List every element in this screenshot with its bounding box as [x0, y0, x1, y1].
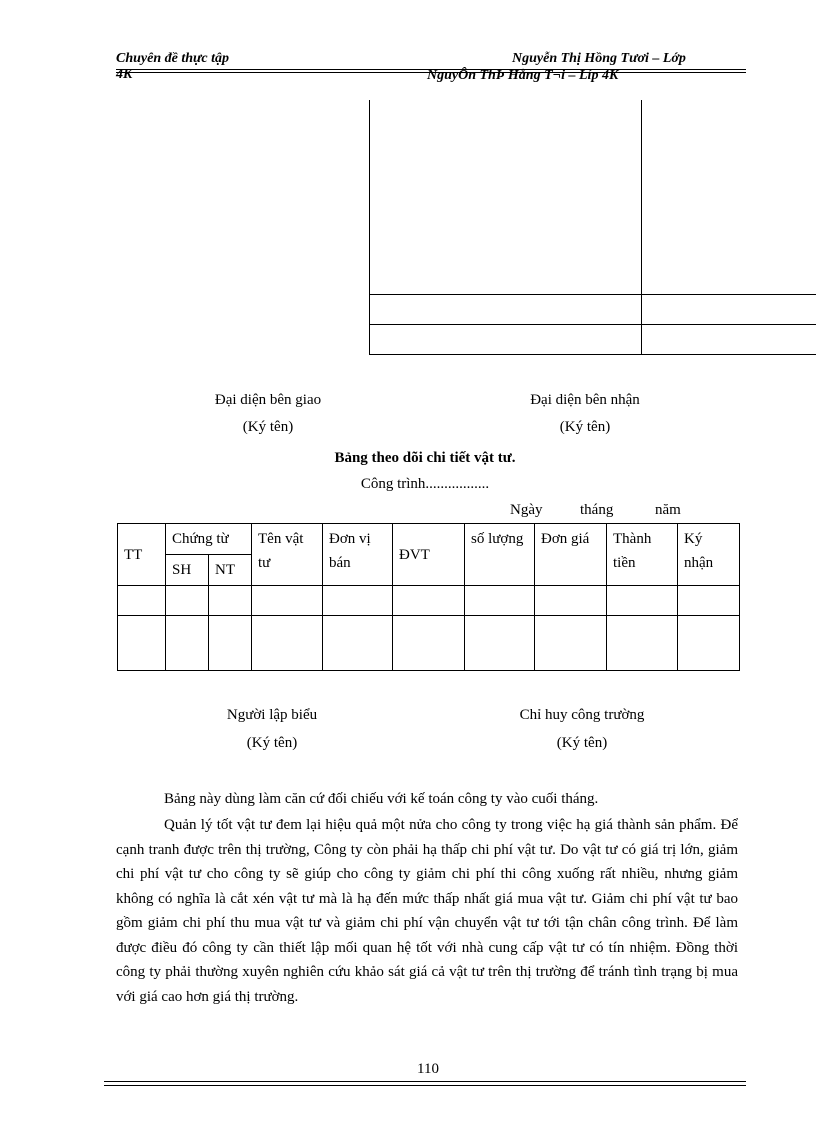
table-title: Bảng theo dõi chi tiết vật tư. — [334, 450, 516, 466]
header-ky-nhan: Ký nhận — [678, 524, 740, 586]
signature-site-manager-title: Chỉ huy công trường — [519, 707, 645, 723]
signature-receiver-title: Đại diện bên nhận — [530, 392, 640, 408]
signature-sender-sign: (Ký tên) — [242, 419, 294, 435]
paragraph-1: Bảng này dùng làm căn cứ đối chiếu với kế toán công ty vào cuối tháng. — [164, 791, 599, 807]
header-tt: TT — [118, 524, 166, 586]
header-garbled-text: NguyÔn ThÞ Hång T¬i – Líp 4K — [427, 68, 619, 83]
table-header-row-1 — [118, 524, 740, 555]
footer-rule-bottom — [104, 1085, 746, 1086]
header-left-wrap: 4K — [116, 67, 133, 82]
header-chung-tu: Chứng từ — [166, 524, 252, 555]
table-row — [118, 586, 740, 616]
signature-sender-title: Đại diện bên giao — [214, 392, 322, 408]
header-left-text: Chuyên đề thực tập — [116, 51, 230, 66]
table-row — [118, 616, 740, 671]
continued-table-fragment — [369, 100, 816, 355]
project-line: Công trình................. — [360, 476, 490, 492]
header-sh: SH — [166, 555, 209, 586]
header-rule-top — [116, 69, 746, 70]
date-year: năm — [655, 502, 681, 518]
footer-rule-top — [104, 1081, 746, 1082]
paragraph-2: Quản lý tốt vật tư đem lại hiệu quả một nửa cho công ty trong việc hạ giá thành sản phẩm. Để cạnh tranh được trên thị trường, Công ty còn phải hạ thấp chi phí vật tư. Do vật tư có giá trị lớn, giảm chi phí vật tư cho công ty sẽ giúp cho công ty giảm chi phí thi công xuống rất nhiều, nhưng giảm không có nghĩa là cắt xén vật tư mà là hạ đến mức thấp nhất giá mua vật tư. Giảm chi phí vật tư bao gồm giảm chi phí thu mua vật tư và giảm chi phí vận chuyển vật tư tới tận chân công trình. Để làm được điều đó công ty cần thiết lập mối quan hệ tốt với nhà cung cấp vật tư có tín nhiệm. Đồng thời công ty phải thường xuyên nghiên cứu khảo sát giá cả vật tư trên thị trường để tránh tình trạng bị mua với giá cao hơn giá thị trường. — [116, 817, 738, 1005]
signature-preparer-title: Người lập biểu — [226, 707, 318, 723]
date-day: Ngày — [510, 502, 543, 518]
signature-receiver-sign: (Ký tên) — [559, 419, 611, 435]
material-tracking-table — [117, 523, 740, 671]
header-nt: NT — [209, 555, 252, 586]
header-don-vi-ban: Đơn vị bán — [323, 524, 393, 586]
date-month: tháng — [580, 502, 614, 518]
signature-site-manager-sign: (Ký tên) — [556, 735, 608, 751]
header-rule-bottom — [116, 72, 746, 73]
header-don-gia: Đơn giá — [535, 524, 607, 586]
signature-preparer-sign: (Ký tên) — [246, 735, 298, 751]
header-dvt: ĐVT — [393, 524, 465, 586]
header-thanh-tien: Thành tiền — [607, 524, 678, 586]
header-ten-vat-tu: Tên vật tư — [252, 524, 323, 586]
header-right-text: Nguyễn Thị Hồng Tươi – Lớp — [512, 51, 686, 66]
header-so-luong: số lượng — [465, 524, 535, 586]
page-number: 110 — [417, 1061, 439, 1077]
